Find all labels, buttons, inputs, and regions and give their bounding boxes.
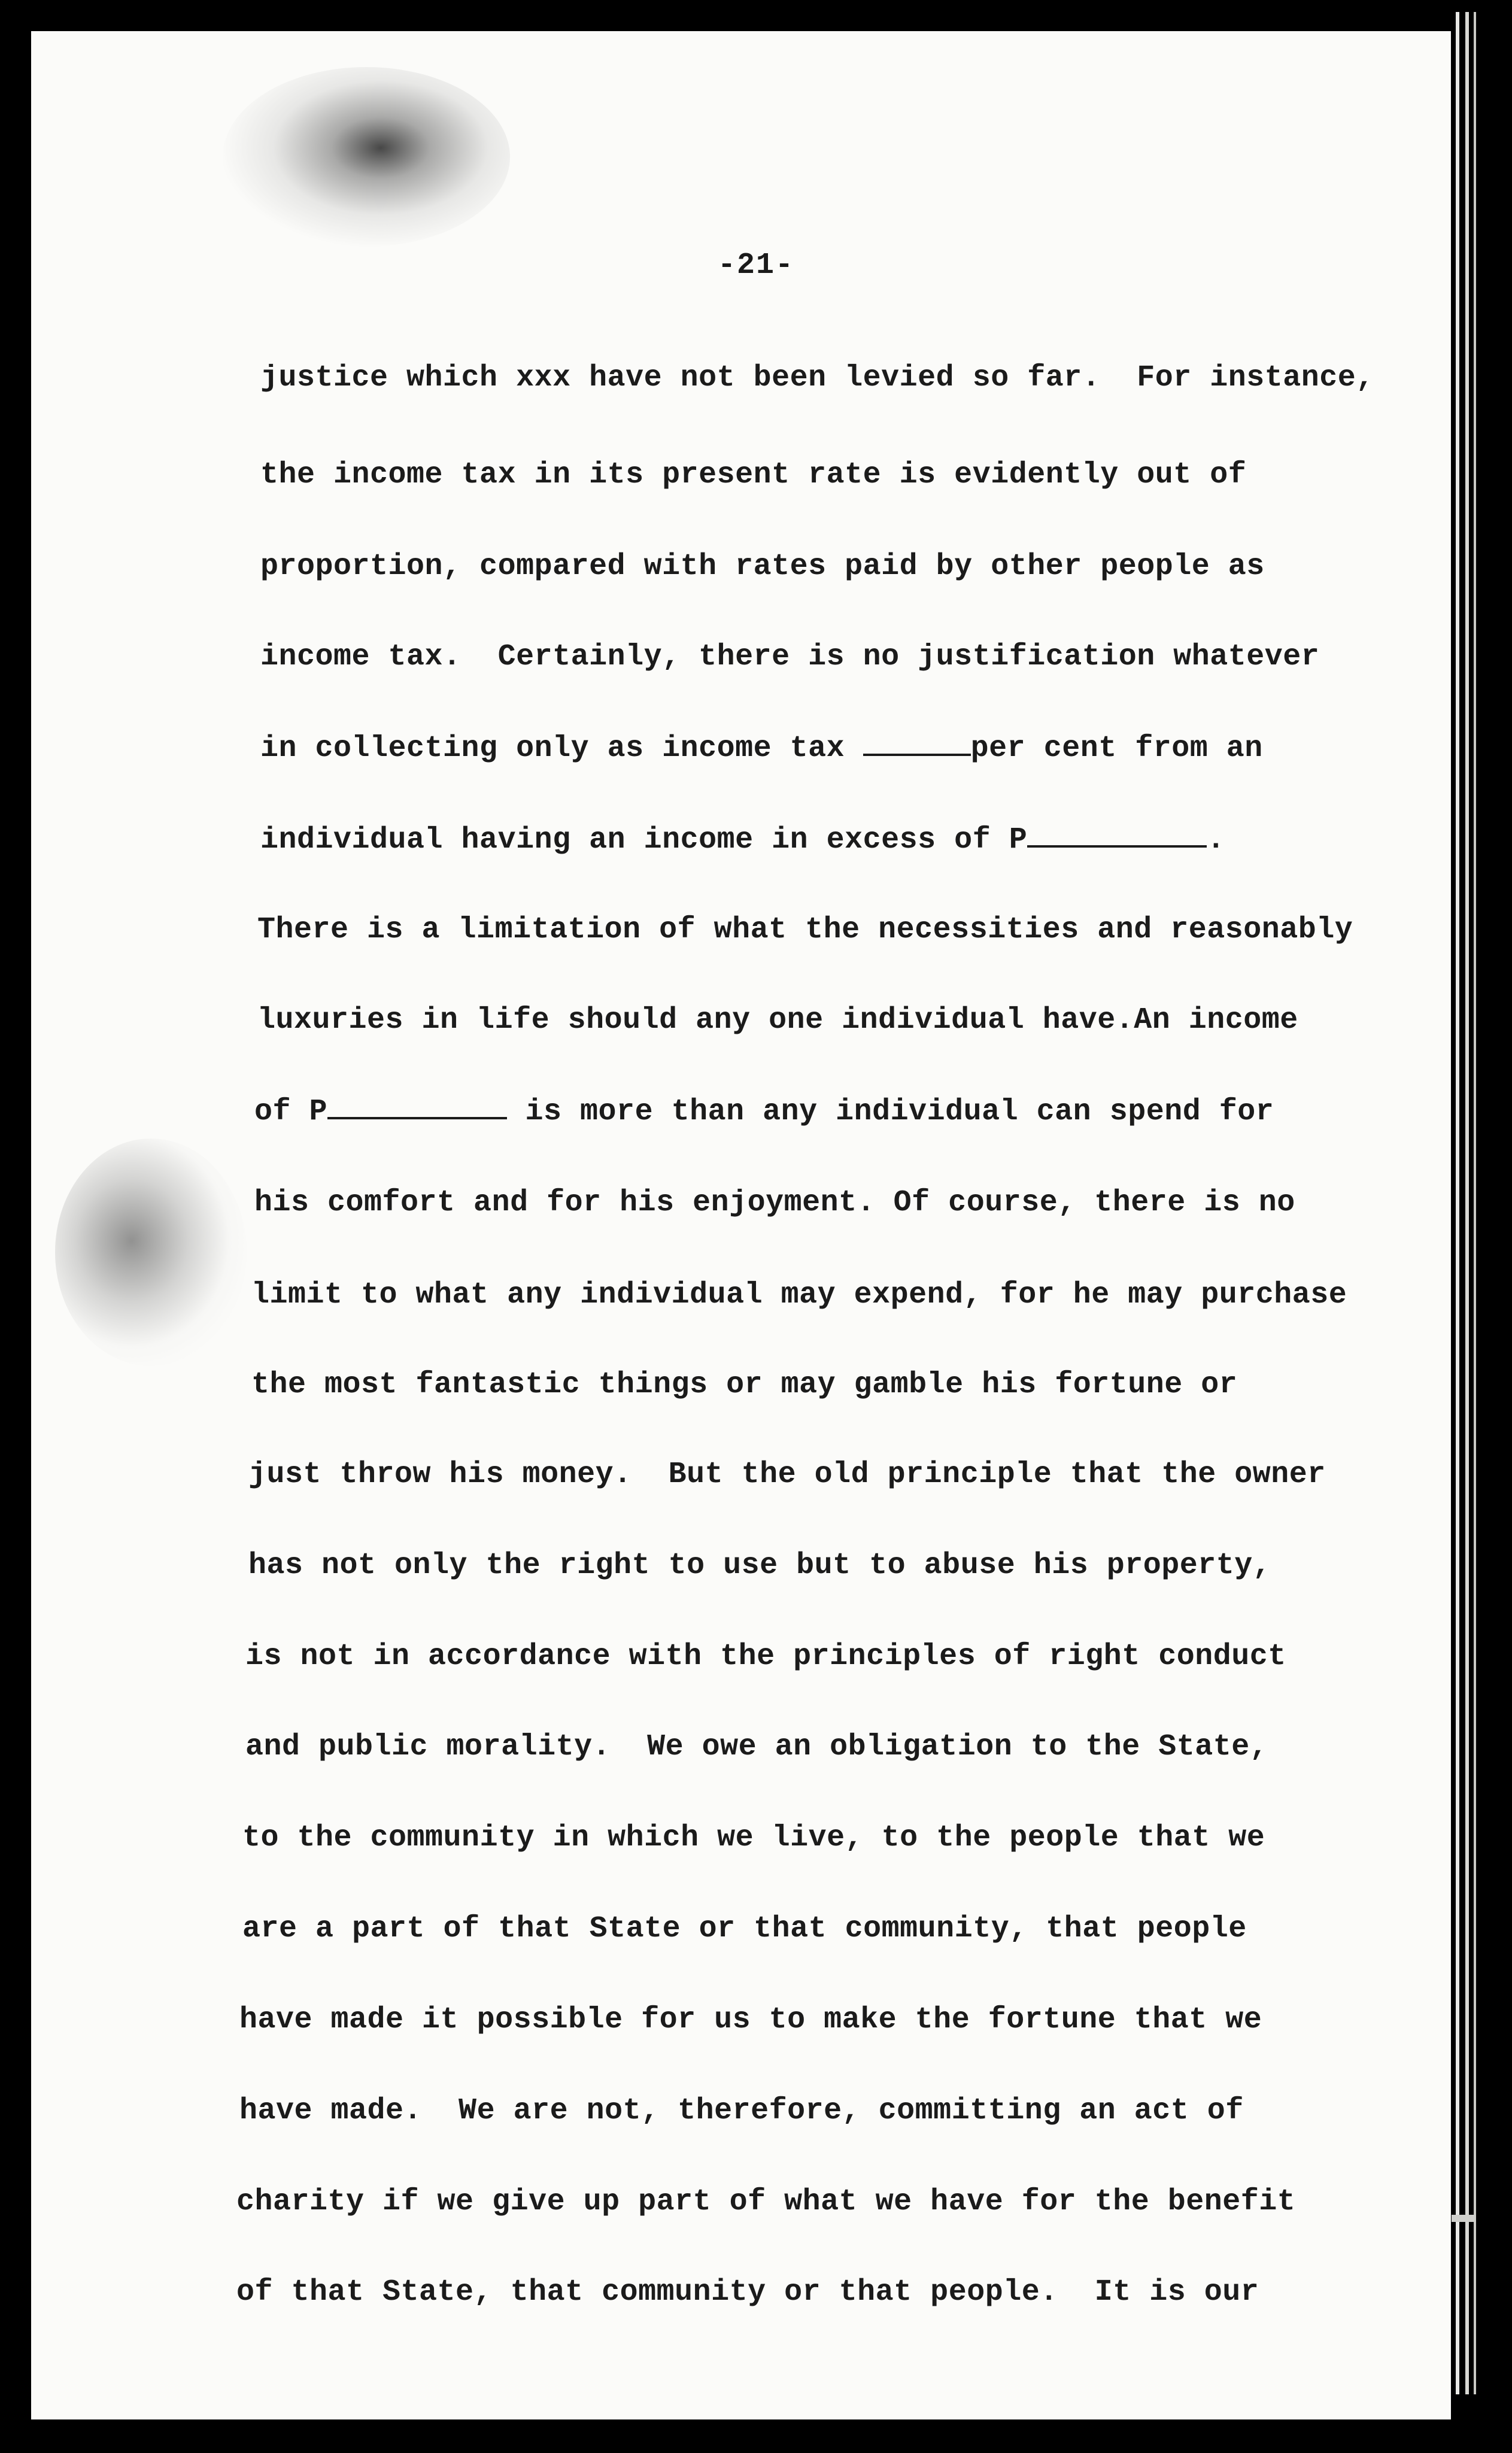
page-number: -21- <box>717 248 795 283</box>
text-line: income tax. Certainly, there is no justification whatever <box>260 640 1320 674</box>
text-line: individual having an income in excess of P . <box>260 823 1225 857</box>
text-line: have made it possible for us to make the fortune that we <box>239 2003 1262 2037</box>
text-line: are a part of that State or that community, that people <box>242 1912 1247 1946</box>
paper-edge <box>1474 12 1476 2394</box>
ink-smudge <box>55 1139 247 1366</box>
text-line: in collecting only as income tax per cent from an <box>260 731 1263 766</box>
text-line: the most fantastic things or may gamble his fortune or <box>251 1368 1238 1402</box>
text-line: his comfort and for his enjoyment. Of course, there is no <box>254 1186 1295 1220</box>
text-line: has not only the right to use but to abuse his property, <box>248 1549 1271 1583</box>
text-line: just throw his money. But the old principle that the owner <box>248 1458 1326 1492</box>
text-line: and public morality. We owe an obligation to the State, <box>245 1730 1268 1764</box>
ink-smudge <box>223 67 510 247</box>
blank-field <box>1027 825 1207 848</box>
text-line: luxuries in life should any one individual have.An income <box>257 1003 1298 1037</box>
text-line: There is a limitation of what the necessities and reasonably <box>257 913 1353 947</box>
text-line: have made. We are not, therefore, committing an act of <box>239 2094 1244 2128</box>
paper-edge <box>1456 12 1459 2394</box>
text-line: of P is more than any individual can spend for <box>254 1095 1274 1129</box>
paper-tab <box>1452 2215 1475 2222</box>
text-line: limit to what any individual may expend, for he may purchase <box>251 1278 1347 1312</box>
text-line: proportion, compared with rates paid by other people as <box>260 550 1265 584</box>
paper-edge <box>1465 12 1469 2394</box>
text-line: to the community in which we live, to the people that we <box>242 1821 1265 1855</box>
blank-field <box>863 733 971 756</box>
blank-field <box>327 1097 507 1119</box>
text-line: is not in accordance with the principles of right conduct <box>245 1640 1286 1674</box>
text-line: of that State, that community or that people. It is our <box>236 2275 1259 2309</box>
text-line: charity if we give up part of what we have for the benefit <box>236 2185 1296 2219</box>
text-line: justice which xxx have not been levied so far. For instance, <box>260 361 1374 395</box>
text-line: the income tax in its present rate is evidently out of <box>260 458 1247 492</box>
